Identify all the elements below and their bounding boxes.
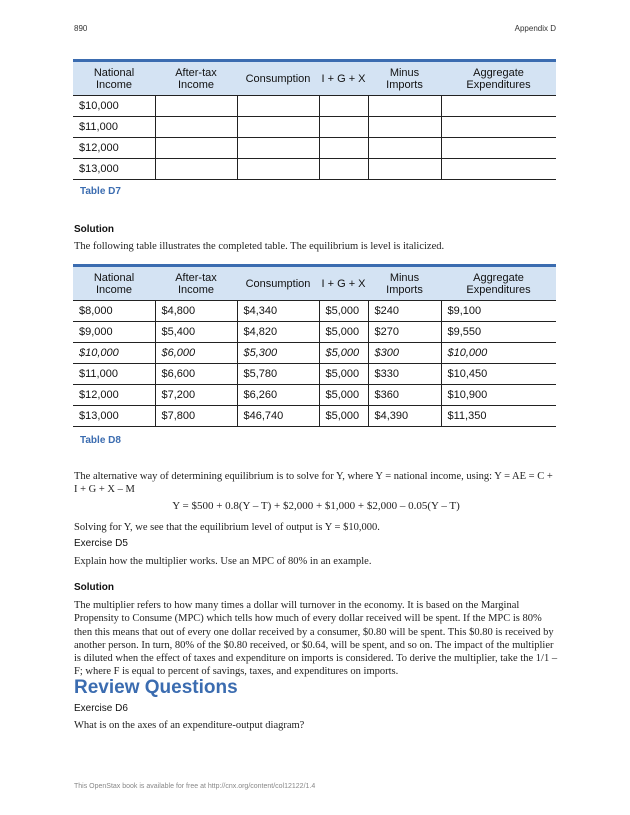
table-cell: $5,000	[319, 343, 368, 364]
table-cell: $4,390	[368, 406, 441, 427]
table-cell: $330	[368, 364, 441, 385]
table-cell: $6,600	[155, 364, 237, 385]
equilibrium-row	[73, 343, 556, 364]
solution-text: The following table illustrates the completed table. The equilibrium is level is italicized.	[74, 241, 445, 252]
table-cell: $6,260	[237, 385, 319, 406]
col-header: National Income	[73, 61, 155, 96]
running-header: Appendix D	[514, 24, 556, 33]
table-cell: $13,000	[73, 159, 155, 180]
table-cell: $10,450	[441, 364, 556, 385]
table-cell	[368, 138, 441, 159]
col-header: Aggregate Expenditures	[441, 266, 556, 301]
table-cell: $11,000	[73, 364, 155, 385]
table-cell	[441, 138, 556, 159]
col-header: After-tax Income	[155, 266, 237, 301]
table-cell	[155, 117, 237, 138]
table-cell: $5,780	[237, 364, 319, 385]
solution-heading: Solution	[74, 582, 114, 593]
col-header: After-tax Income	[155, 61, 237, 96]
exercise-label: Exercise D5	[74, 538, 128, 549]
table-cell: $5,000	[319, 406, 368, 427]
table-row	[73, 159, 556, 180]
table-cell	[441, 117, 556, 138]
col-header: Consumption	[237, 266, 319, 301]
table-cell: $4,820	[237, 322, 319, 343]
table-cell	[237, 96, 319, 117]
table-row	[73, 117, 556, 138]
table-cell: $7,200	[155, 385, 237, 406]
equation: Y = $500 + 0.8(Y – T) + $2,000 + $1,000 + $2,000 – 0.05(Y – T)	[172, 500, 460, 512]
table-row	[73, 138, 556, 159]
table-cell: $10,000	[73, 343, 155, 364]
table-row	[73, 96, 556, 117]
col-header: Consumption	[237, 61, 319, 96]
table-cell: $6,000	[155, 343, 237, 364]
table-cell	[319, 96, 368, 117]
table-cell	[237, 138, 319, 159]
table-cell: $5,000	[319, 364, 368, 385]
table-caption: Table D7	[80, 186, 121, 197]
exercise-question: What is on the axes of an expenditure-output diagram?	[74, 720, 305, 731]
table-row	[73, 385, 556, 406]
col-header: National Income	[73, 266, 155, 301]
table-cell: $9,550	[441, 322, 556, 343]
table-cell	[155, 159, 237, 180]
table-cell: $4,340	[237, 301, 319, 322]
table-cell: $11,000	[73, 117, 155, 138]
table-cell: $5,000	[319, 385, 368, 406]
table-d8	[73, 264, 556, 427]
table-cell: $46,740	[237, 406, 319, 427]
col-header: I + G + X	[319, 61, 368, 96]
table-cell	[155, 96, 237, 117]
table-cell: $5,300	[237, 343, 319, 364]
table-cell: $9,100	[441, 301, 556, 322]
table-cell: $10,900	[441, 385, 556, 406]
table-cell: $10,000	[73, 96, 155, 117]
solution-text: The multiplier refers to how many times a dollar will turnover in the economy. It is based on the Marginal Propensity to Consume (MPC) which tells how much of every dollar received will be spent. If the MPC is 80% then this means that out of every one dollar received by a consumer, $0.80 will be spent. This $0.80 is received by another person. In turn, 80% of the $0.80 received, or $0.64, will be spent, and so on. The impact of the multiplier is diluted when the effect of taxes and expenditure on imports is considered. To derive the multiplier, take the 1/1 – F; where F is equal to percent of savings, taxes, and expenditures on imports.	[74, 600, 558, 678]
table-cell: $12,000	[73, 138, 155, 159]
exercise-question: Explain how the multiplier works. Use an MPC of 80% in an example.	[74, 556, 372, 567]
table-cell: $9,000	[73, 322, 155, 343]
table-cell: $5,000	[319, 301, 368, 322]
alternative-method-text: The alternative way of determining equilibrium is to solve for Y, where Y = national income, using: Y = AE = C + I + G + X – M	[74, 471, 553, 496]
solving-text: Solving for Y, we see that the equilibrium level of output is Y = $10,000.	[74, 522, 380, 533]
table-cell: $5,000	[319, 322, 368, 343]
page-number: 890	[74, 24, 88, 33]
solution-heading: Solution	[74, 224, 114, 235]
table-cell	[441, 159, 556, 180]
table-d7	[73, 59, 556, 180]
table-cell: $13,000	[73, 406, 155, 427]
table-cell	[368, 117, 441, 138]
table-row	[73, 406, 556, 427]
table-cell	[237, 159, 319, 180]
table-cell: $5,400	[155, 322, 237, 343]
col-header: Minus Imports	[368, 61, 441, 96]
table-cell: $360	[368, 385, 441, 406]
table-cell: $8,000	[73, 301, 155, 322]
col-header: Aggregate Expenditures	[441, 61, 556, 96]
table-cell	[441, 96, 556, 117]
table-cell: $240	[368, 301, 441, 322]
table-cell: $11,350	[441, 406, 556, 427]
table-row	[73, 364, 556, 385]
table-cell: $7,800	[155, 406, 237, 427]
table-row	[73, 301, 556, 322]
page-footer: This OpenStax book is available for free at http://cnx.org/content/col12122/1.4	[74, 783, 316, 790]
table-cell: $270	[368, 322, 441, 343]
section-title: Review Questions	[74, 677, 238, 698]
table-cell	[319, 138, 368, 159]
col-header: Minus Imports	[368, 266, 441, 301]
exercise-label: Exercise D6	[74, 703, 128, 714]
table-row	[73, 322, 556, 343]
table-cell	[237, 117, 319, 138]
table-cell	[319, 117, 368, 138]
table-cell	[319, 159, 368, 180]
table-caption: Table D8	[80, 435, 121, 446]
table-cell	[155, 138, 237, 159]
table-cell: $300	[368, 343, 441, 364]
table-cell	[368, 96, 441, 117]
table-cell: $10,000	[441, 343, 556, 364]
table-cell	[368, 159, 441, 180]
table-cell: $4,800	[155, 301, 237, 322]
col-header: I + G + X	[319, 266, 368, 301]
table-cell: $12,000	[73, 385, 155, 406]
